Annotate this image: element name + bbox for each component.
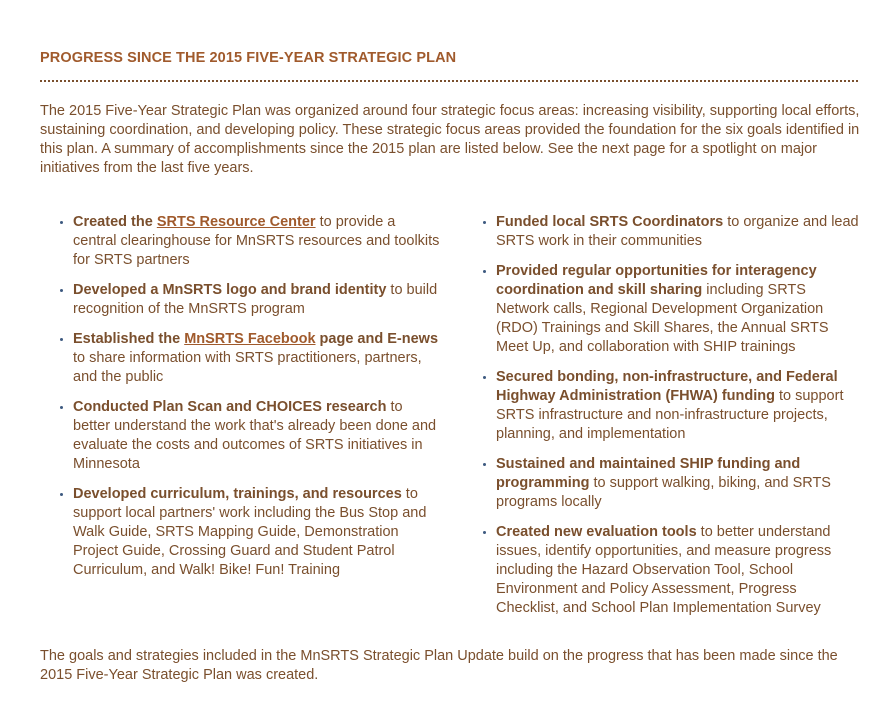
accomplishments-list-left: [60, 213, 440, 591]
item-bold: Conducted Plan Scan and CHOICES research: [73, 399, 387, 415]
item-bold: Funded local SRTS Coordinators: [496, 214, 724, 230]
item-text: to organize and lead SRTS work in their communities: [496, 214, 859, 249]
item-text: to better understand the work that's already been done and evaluate the costs and outcomes of SRTS initiatives in Minnesota: [73, 399, 437, 472]
list-item: [60, 281, 440, 319]
list-item: [60, 398, 440, 474]
item-bold: Created new evaluation tools: [496, 524, 697, 540]
item-bold: Provided regular opportunities for interagency coordination and skill sharing: [496, 263, 817, 298]
accomplishments-list-right: [483, 213, 863, 629]
item-bold: Developed curriculum, trainings, and resources: [73, 486, 402, 502]
list-item: [483, 262, 863, 357]
item-bold: Secured bonding, non-infrastructure, and Federal Highway Administration (FHWA) funding: [496, 369, 838, 404]
list-item: [483, 368, 863, 444]
item-bold: Created the: [73, 214, 157, 230]
item-text: to provide a central clearinghouse for MnSRTS resources and toolkits for SRTS partners: [73, 214, 440, 268]
list-item: [60, 485, 440, 580]
item-text: to support walking, biking, and SRTS programs locally: [496, 475, 831, 510]
list-item: [483, 455, 863, 512]
closing-paragraph: The goals and strategies included in the MnSRTS Strategic Plan Update build on the progress that has been made since the 2015 Five-Year Strategic Plan was created.: [40, 648, 838, 683]
list-item: [483, 523, 863, 618]
item-text: to build recognition of the MnSRTS program: [73, 282, 438, 317]
dotted-divider: [40, 80, 858, 82]
item-bold: page and E-news: [315, 331, 439, 347]
item-text: to share information with SRTS practitioners, partners, and the public: [73, 350, 422, 385]
item-bold: Developed a MnSRTS logo and brand identity: [73, 282, 387, 298]
list-item: [60, 213, 440, 270]
list-item: [483, 213, 863, 251]
srts-resource-center-link[interactable]: SRTS Resource Center: [156, 214, 316, 230]
list-item: [60, 330, 440, 387]
item-bold: Sustained and maintained SHIP funding and programming: [496, 456, 801, 491]
item-text: to better understand issues, identify opportunities, and measure progress including the Hazard Observation Tool, School Environment and Policy Assessment, Progress Checklist, and School Plan Implementation Survey: [496, 524, 832, 616]
mnsrts-facebook-link[interactable]: MnSRTS Facebook: [184, 331, 316, 347]
item-text: to support local partners' work including the Bus Stop and Walk Guide, SRTS Mapping Guide, Demonstration Project Guide, Crossing Guard and Student Patrol Curriculum, and Walk! Bike! Fun! Training: [73, 486, 427, 578]
intro-paragraph: The 2015 Five-Year Strategic Plan was organized around four strategic focus areas: increasing visibility, supporting local efforts, sustaining coordination, and developing policy. These strategic focus areas provided the foundation for the six goals identified in this plan. A summary of accomplishments since the 2015 plan are listed below. See the next page for a spotlight on major initiatives from the last five years.: [40, 103, 860, 176]
item-text: including SRTS Network calls, Regional Development Organization (RDO) Trainings and Skill Shares, the Annual SRTS Meet Up, and collaboration with SHIP trainings: [496, 282, 829, 355]
section-title: PROGRESS SINCE THE 2015 FIVE-YEAR STRATEGIC PLAN: [40, 50, 457, 66]
item-text: to support SRTS infrastructure and non-infrastructure projects, planning, and implementation: [496, 388, 844, 442]
item-bold: Established the: [73, 331, 185, 347]
